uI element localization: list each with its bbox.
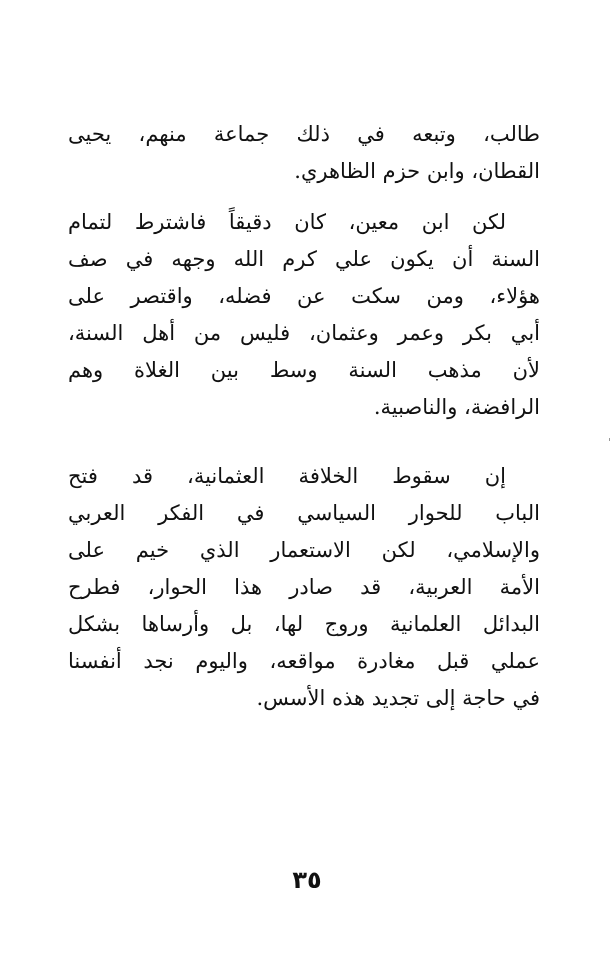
text-line: القطان، وابن حزم الظاهري. xyxy=(294,159,540,183)
text-line: عملي قبل مغادرة مواقعه، واليوم نجد أنفسنا xyxy=(68,649,540,673)
text-line: البدائل العلمانية وروج لها، بل وأرساها بشكل xyxy=(68,612,540,636)
text-line: والإسلامي، لكن الاستعمار الذي خيم على xyxy=(68,538,540,562)
text-line: إن سقوط الخلافة العثمانية، قد فتح xyxy=(68,464,506,488)
paragraph-3 xyxy=(68,458,540,717)
text-line: السنة أن يكون علي كرم الله وجهه في صف xyxy=(68,247,540,271)
page-number: ٣٥ xyxy=(292,866,322,894)
text-line: أبي بكر وعمر وعثمان، فليس من أهل السنة، xyxy=(68,321,540,345)
text-line: في حاجة إلى تجديد هذه الأسس. xyxy=(256,686,540,710)
text-line: الأمة العربية، قد صادر هذا الحوار، فطرح xyxy=(68,575,540,599)
text-line: طالب، وتبعه في ذلك جماعة منهم، يحيى xyxy=(68,122,540,146)
text-line: الباب للحوار السياسي في الفكر العربي xyxy=(68,501,540,525)
text-line: الرافضة، والناصبية. xyxy=(373,395,540,419)
page-edge-mark xyxy=(609,438,610,441)
text-line: لكن ابن معين، كان دقيقاً فاشترط لتمام xyxy=(68,210,506,234)
text-line: هؤلاء، ومن سكت عن فضله، واقتصر على xyxy=(68,284,540,308)
text-line: لأن مذهب السنة وسط بين الغلاة وهم xyxy=(68,358,540,382)
paragraph-2 xyxy=(68,204,540,426)
paragraph-1 xyxy=(68,116,540,190)
